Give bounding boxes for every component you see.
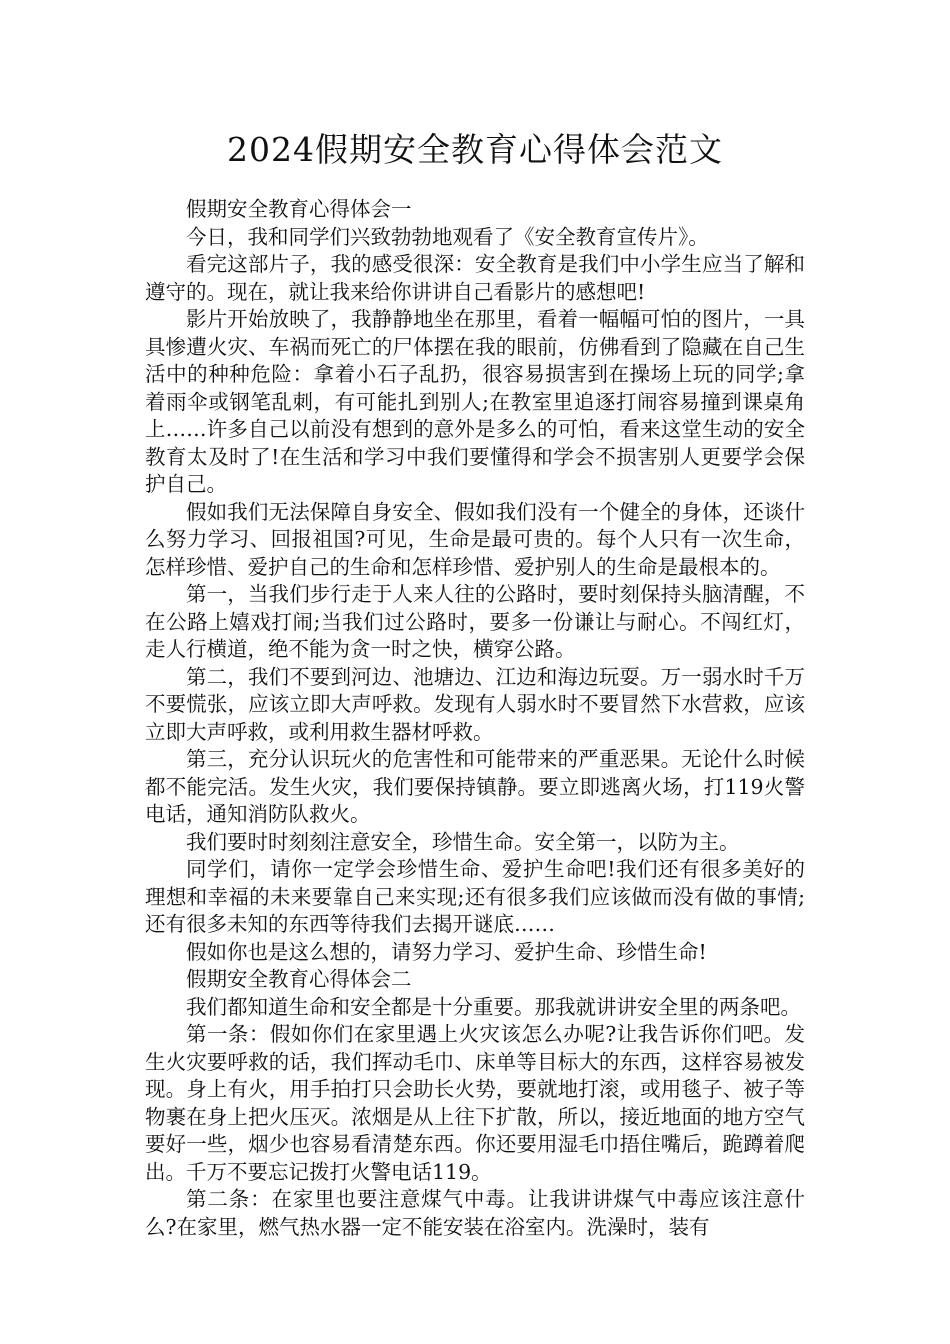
section-heading-2: 假期安全教育心得体会二 (186, 967, 412, 991)
paragraph: 假如你也是这么想的，请努力学习、爱护生命、珍惜生命! (186, 939, 707, 964)
document-title: 2024假期安全教育心得体会范文 (227, 130, 723, 169)
paragraph: 第一，当我们步行走于人来人往的公路时，要时刻保持头脑清醒，不在公路上嬉戏打闹;当我们过公路时，要多一份谦让与耐心。不闯红灯，走人行横道，绝不能为贪一时之快，横穿公路。 (145, 582, 805, 661)
paragraph: 影片开始放映了，我静静地坐在那里，看着一幅幅可怕的图片，一具具惨遭火灾、车祸而死亡的尸体摆在我的眼前，仿佛看到了隐藏在自己生活中的种种危险：拿着小石子乱扔，很容易损害到在操场上玩的同学;拿着雨伞或钢笔乱刺，有可能扎到别人;在教室里追逐打闹容易撞到课桌角上……许多自己以前没有想到的意外是多么的可怕，看来这堂生动的安全教育太及时了!在生活和学习中我们要懂得和学会不损害别人更要学会保护自己。 (145, 307, 805, 496)
paragraph: 假如我们无法保障自身安全、假如我们没有一个健全的身体，还谈什么努力学习、回报祖国?可见，生命是最可贵的。每个人只有一次生命，怎样珍惜、爱护自己的生命和怎样珍惜、爱护别人的生命是最根本的。 (145, 499, 805, 579)
paragraph: 第二，我们不要到河边、池塘边、江边和海边玩耍。万一弱水时千万不要慌张，应该立即大声呼救。发现有人弱水时不要冒然下水营救，应该立即大声呼救，或利用救生器材呼救。 (145, 664, 805, 744)
paragraph: 我们要时时刻刻注意安全，珍惜生命。安全第一，以防为主。 (186, 829, 740, 854)
section-heading-1: 假期安全教育心得体会一 (186, 197, 412, 221)
paragraph: 第二条：在家里也要注意煤气中毒。让我讲讲煤气中毒应该注意什么?在家里，燃气热水器一定不能安装在浴室内。洗澡时，装有 (145, 1187, 805, 1239)
paragraph: 今日，我和同学们兴致勃勃地观看了《安全教育宣传片》。 (186, 224, 709, 249)
paragraph: 第一条：假如你们在家里遇上火灾该怎么办呢?让我告诉你们吧。发生火灾要呼救的话，我们挥动毛巾、床单等目标大的东西，这样容易被发现。身上有火，用手拍打只会助长火势，要就地打滚，或用毯子、被子等物裹在身上把火压灭。浓烟是从上往下扩散，所以，接近地面的地方空气要好一些，烟少也容易看清楚东西。你还要用湿毛巾捂住嘴后，跪蹲着爬出。千万不要忘记拨打火警电话119。 (145, 1022, 805, 1184)
paragraph: 第三，充分认识玩火的危害性和可能带来的严重恶果。无论什么时候都不能完活。发生火灾，我们要保持镇静。要立即逃离火场，打119火警电话，通知消防队救火。 (145, 747, 805, 826)
paragraph: 看完这部片子，我的感受很深：安全教育是我们中小学生应当了解和遵守的。现在，就让我来给你讲讲自己看影片的感想吧! (145, 252, 805, 304)
paragraph: 同学们，请你一定学会珍惜生命、爱护生命吧!我们还有很多美好的理想和幸福的未来要靠自己来实现;还有很多我们应该做而没有做的事情;还有很多未知的东西等待我们去揭开谜底…… (145, 857, 805, 936)
paragraph: 我们都知道生命和安全都是十分重要。那我就讲讲安全里的两条吧。 (186, 994, 801, 1019)
document-body (145, 196, 805, 1241)
